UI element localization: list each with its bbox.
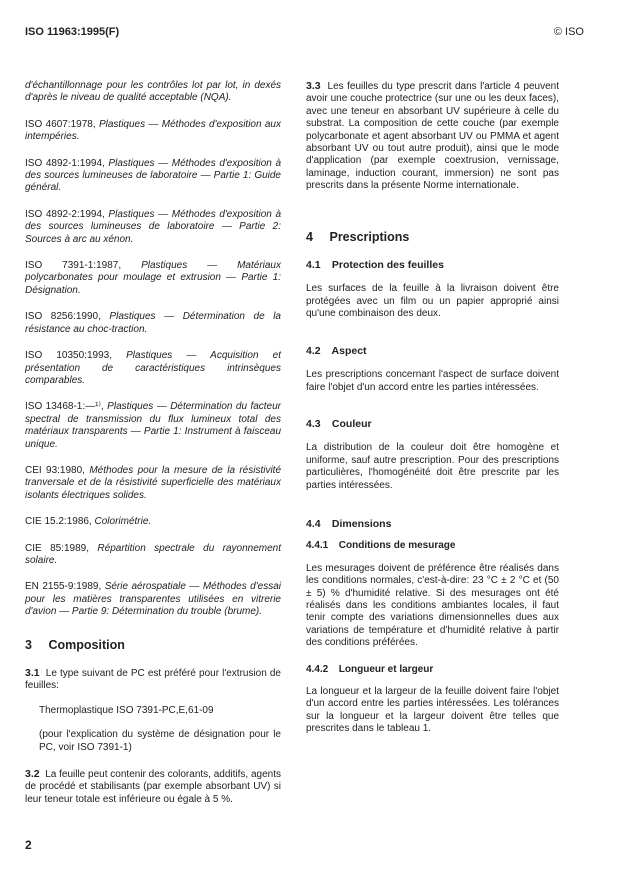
subsection-title: Protection des feuilles xyxy=(331,259,444,272)
reference-item xyxy=(25,465,281,502)
reference-code: ISO 4892-1:1994, xyxy=(25,157,105,169)
page-number: 2 xyxy=(25,838,32,852)
designation-line: Thermoplastique ISO 7391-PC,E,61-09 xyxy=(39,704,214,716)
reference-code: ISO 4892-2:1994, xyxy=(25,208,105,220)
reference-code: ISO 4607:1978, xyxy=(25,118,96,130)
clause-number: 3.3 xyxy=(306,80,321,92)
header-copyright: © ISO xyxy=(553,26,584,38)
section-title: Prescriptions xyxy=(329,229,410,244)
clause-text: Le type suivant de PC est préféré pour l'extrusion de feuilles: xyxy=(25,668,281,692)
reference-item xyxy=(25,543,281,568)
reference-code: ISO 7391-1:1987, xyxy=(25,260,122,272)
subsection-title: Longueur et largeur xyxy=(338,663,434,675)
subsection-number: 4.2 xyxy=(306,344,321,357)
clause-number: 3.2 xyxy=(25,768,40,781)
subsection-number: 4.4 xyxy=(306,517,321,530)
reference-code: CIE 15.2:1986, xyxy=(25,516,92,528)
reference-title: Méthodes pour la mesure de la résistivité tranversale et de la résistivité superficielle des matériaux isolants électriques solides. xyxy=(25,464,282,501)
clause-3-2 xyxy=(25,768,281,806)
reference-item xyxy=(25,401,281,451)
subsection-4-4-2-text: La longueur et la largeur de la feuille doivent faire l'objet d'un accord entre les parties intéressées. Les tolérances sur la longueur et la largeur doivent être telles que prescrites dans le tableau 1. xyxy=(306,686,559,735)
reference-item xyxy=(25,158,281,195)
reference-title: Plastiques — Méthodes d'exposition à des sources lumineuses de laboratoire — Partie 1: Guide général. xyxy=(25,157,282,194)
left-column xyxy=(25,80,281,806)
reference-title: Plastiques — Méthodes d'exposition à des sources lumineuses de laboratoire — Partie 2: Sources à arc au xénon. xyxy=(25,208,282,245)
section-number: 3 xyxy=(25,637,32,652)
subsection-4-1-heading xyxy=(306,259,559,271)
subsection-4-4-1-text: Les mesurages doivent de préférence être réalisés dans les conditions normales, c'est-à-dire: 23 °C ± 2 °C et (50 ± 5) % d'humidité relative. Si des mesurages ont été réalisés dans les conditions ambiantes locales, il faut tenir compte des variations dimensionnelles dues aux variations de température et d'humidité relative à partir des conditions préférées. xyxy=(306,562,559,649)
subsection-4-4-2-heading xyxy=(306,664,559,676)
section-3-heading xyxy=(25,639,281,651)
subsection-4-3-text: La distribution de la couleur doit être homogène et uniforme, sauf autre prescription. Pour des prescriptions particulières, l'homogénéité doit être prescrite par les parties intéressées. xyxy=(306,442,559,491)
reference-item xyxy=(25,260,281,297)
reference-title: Plastiques — Matériaux polycarbonates pour moulage et extrusion — Partie 1: Désignation. xyxy=(25,260,281,296)
subsection-title: Conditions de mesurage xyxy=(338,540,456,552)
subsection-title: Dimensions xyxy=(331,517,392,530)
reference-code: CEI 93:1980, xyxy=(25,464,85,476)
reference-item xyxy=(25,516,281,528)
subsection-number: 4.3 xyxy=(306,417,321,430)
subsection-number: 4.4.2 xyxy=(306,663,329,675)
reference-title: Série aérospatiale — Méthodes d'essai pour les matières transparentes utilisées en vitrerie d'avion — Partie 9: Détermination du trouble (brume). xyxy=(25,581,281,618)
reference-item xyxy=(25,209,281,246)
subsection-4-3-heading xyxy=(306,418,559,430)
subsection-4-2-text: Les prescriptions concernant l'aspect de surface doivent faire l'objet d'un accord entre les parties intéressées. xyxy=(306,369,559,393)
section-4-heading xyxy=(306,231,559,243)
reference-item xyxy=(25,350,281,387)
intro-continuation: d'échantillonnage pour les contrôles lot par lot, in dexés d'après le niveau de qualité acceptable (NQA). xyxy=(25,80,281,104)
reference-item xyxy=(25,311,281,336)
clause-3-3 xyxy=(306,80,559,193)
subsection-4-2-heading xyxy=(306,345,559,357)
reference-code: ISO 13468-1:—¹⁾, xyxy=(25,401,104,413)
designation-note: (pour l'explication du système de désignation pour le PC, voir ISO 7391-1) xyxy=(39,729,281,753)
subsection-number: 4.4.1 xyxy=(306,540,329,552)
reference-title: Plastiques — Détermination du facteur spectral de transmission du flux lumineux total des matériaux transparents — Partie 1: Instrument à faisceau unique. xyxy=(25,401,282,450)
reference-title: Répartition spectrale du rayonnement solaire. xyxy=(25,542,282,566)
reference-code: EN 2155-9:1989, xyxy=(25,581,102,593)
subsection-4-1-text: Les surfaces de la feuille à la livraison doivent être protégées avec un film ou un papier approprié ainsi qu'une combinaison des deux. xyxy=(306,283,559,320)
reference-item xyxy=(25,581,281,618)
reference-code: ISO 8256:1990, xyxy=(25,311,101,323)
section-number: 4 xyxy=(306,229,313,244)
subsection-number: 4.1 xyxy=(306,259,321,272)
reference-title: Plastiques — Détermination de la résistance au choc-traction. xyxy=(25,311,281,335)
reference-code: CIE 85:1989, xyxy=(25,542,89,554)
section-title: Composition xyxy=(48,637,125,652)
reference-title: Colorimétrie. xyxy=(94,516,152,528)
subsection-4-4-heading xyxy=(306,518,559,530)
subsection-title: Aspect xyxy=(331,344,367,357)
clause-3-1 xyxy=(25,667,281,693)
clause-text: La feuille peut contenir des colorants, additifs, agents de procédé et stabilisants (par exemple absorbant UV) si leur teneur totale est inférieure ou égale à 5 %. xyxy=(25,769,282,805)
subsection-4-4-1-heading xyxy=(306,540,559,552)
reference-title: Plastiques — Méthodes d'exposition aux intempéries. xyxy=(25,118,281,143)
right-column xyxy=(306,80,559,736)
subsection-title: Couleur xyxy=(331,417,372,430)
header-standard-id: ISO 11963:1995(F) xyxy=(25,26,120,38)
reference-item xyxy=(25,119,281,144)
clause-text: Les feuilles du type prescrit dans l'article 4 peuvent avoir une couche protectrice (sur une ou les deux faces), avec une teneur en absorbant UV supérieure à celle du substrat. La composition de cette couche (par exemple polycarbonate et agent absorbant UV ou PMMA et agent absorbant UV ou tout autre produit), ainsi que le mode d'application (par exemple coextrusion, vernissage, laminage, induction courant, immersion) ne sont pas prescrits dans la présente Norme internationale. xyxy=(306,81,559,192)
reference-title: Plastiques — Acquisition et présentation de caractéristiques intrinsèques comparables. xyxy=(25,350,281,386)
reference-code: ISO 10350:1993, xyxy=(25,350,112,362)
clause-number: 3.1 xyxy=(25,667,40,679)
